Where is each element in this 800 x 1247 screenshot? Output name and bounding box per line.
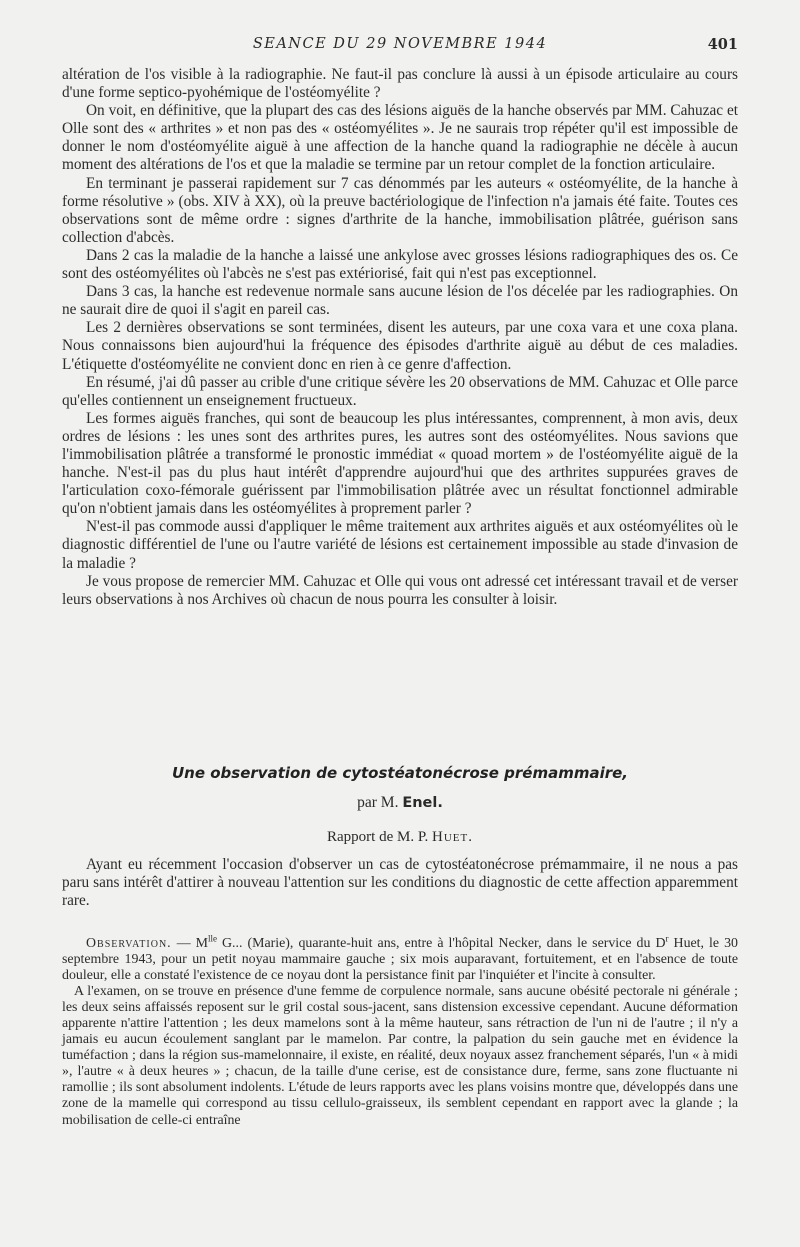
- superscript: r: [665, 933, 669, 944]
- paragraph: Les 2 dernières observations se sont terminées, disent les auteurs, par une coxa vara et une coxa plana. Nous connaissons bien aujourd'hui la fréquence des épisodes d'arthrite aiguë au début de ces maladies. L'étiquette d'ostéomyélite ne convient donc en rien à ce genre d'affection.: [62, 319, 738, 373]
- observation-section: [62, 933, 739, 1129]
- article-title: Une observation de cytostéatonécrose prémammaire,: [172, 764, 628, 782]
- observation-text: — M: [171, 936, 208, 951]
- observation-label: Observation.: [86, 936, 172, 951]
- paragraph: Ayant eu récemment l'occasion d'observer un cas de cytostéatonécrose prémammaire, il ne nous a pas paru sans intérêt d'attirer à nouveau l'attention sur les conditions du diagnostic de cette affection apparemment rare.: [62, 856, 738, 910]
- paragraph: En terminant je passerai rapidement sur 7 cas dénommés par les auteurs « ostéomyélite, de la hanche à forme résolutive » (obs. XIV à XX), où la preuve bactériologique de l'infection n'a jamais été faite. Toutes ces observations sont de même ordre : signes d'arthrite de la hanche, immobilisation plâtrée, guérison sans collection d'abcès.: [62, 174, 738, 246]
- author-name: Enel.: [402, 795, 443, 811]
- paragraph: N'est-il pas commode aussi d'appliquer le même traitement aux arthrites aiguës et aux ostéomyélites où le diagnostic différentiel de l'une ou l'autre variété de lésions est certainement impossible au stade d'invasion de la maladie ?: [62, 518, 738, 572]
- observation-paragraph: [62, 933, 739, 984]
- intro-text: [62, 856, 738, 910]
- paragraph: En résumé, j'ai dû passer au crible d'une critique sévère les 20 observations de MM. Cahuzac et Olle parce qu'elles contiennent un enseignement fructueux.: [62, 373, 738, 409]
- running-title: SEANCE DU 29 NOVEMBRE 1944: [252, 36, 548, 52]
- paragraph: Je vous propose de remercier MM. Cahuzac et Olle qui vous ont adressé cet intéressant travail et de verser leurs observations à nos Archives où chacun de nous pourra les consulter à loisir.: [62, 572, 738, 608]
- paragraph: Dans 2 cas la maladie de la hanche a laissé une ankylose avec grosses lésions radiographiques des os. Ce sont des ostéomyélites où l'abcès ne s'est pas extériorisé, fait qui n'est pas exceptionnel.: [62, 246, 738, 283]
- paragraph: On voit, en définitive, que la plupart des cas des lésions aiguës de la hanche observés par MM. Cahuzac et Olle sont des « arthrites » et non pas des « ostéomyélites ». Je ne saurais trop répéter qu'il est impossible de donner le nom d'ostéomyélite aiguë à une affection de la hanche quand la radiographie ne décèle à aucun moment des altérations de l'os et que la maladie se termine par un retour complet de la fonction articulaire.: [62, 102, 738, 174]
- page-number: 401: [707, 36, 738, 53]
- byline: [62, 794, 738, 812]
- paragraph: altération de l'os visible à la radiographie. Ne faut-il pas conclure là aussi à un épisode articulaire au cours d'une forme septico-pyohémique de l'ostéomyélite ?: [62, 66, 738, 102]
- continued-report-text: [62, 66, 738, 609]
- observation-paragraph: A l'examen, on se trouve en présence d'une femme de corpulence normale, sans aucune obésité pectorale ni générale ; les deux seins affaissés reposent sur le gril costal sous-jacent, sans distension excessive cependant. Aucune déformation apparente n'attire l'attention ; les deux mamelons sont à la même hauteur, sans rétraction de l'un ni de l'autre ; il n'y a jamais eu aucun écoulement sanglant par le mamelon. Par contre, la palpation du sein gauche met en évidence la tuméfaction ; dans la région sus-mamelonnaire, il existe, en réalité, deux noyaux assez franchement séparés, l'un « à midi », l'autre « à deux heures » ; chacun, de la taille d'une cerise, est de consistance dure, ferme, sans zone fluctuante ni ramollie ; ils sont absolument indolents. L'étude de leurs rapports avec les plans voisins montre que, développés dans une zone de la mamelle qui correspond au tissu cellulo-graisseux, ils semblent cependant en rapport avec la glande ; la mobilisation de celle-ci entraîne: [62, 984, 738, 1128]
- byline-prefix: par M.: [357, 794, 399, 811]
- observation-text: G... (Marie), quarante-huit ans, entre à l'hôpital Necker, dans le service du D: [216, 936, 666, 951]
- superscript: lle: [207, 933, 217, 944]
- reporter-name: Huet.: [432, 829, 473, 845]
- report-prefix: Rapport de M. P.: [327, 829, 429, 845]
- observation-text: Huet, le 30 septembre 1943, pour un petit noyau mammaire gauche ; six mois auparavant, fortuitement, et en l'absence de toute douleur, elle a constaté l'existence de ce noyau dont la persistance finit par l'inquiéter et l'incite à consulter.: [62, 936, 739, 984]
- paragraph: Les formes aiguës franches, qui sont de beaucoup les plus intéressantes, comprennent, à mon avis, deux ordres de lésions : les unes sont des arthrites pures, les autres sont des ostéomyélites. Nous savions que l'immobilisation plâtrée a transformé le pronostic immédiat « quoad mortem » de l'ostéomyélite aiguë de la hanche. N'est-il pas du plus haut intérêt d'apprendre aujourd'hui que des arthrites suppurées graves de l'articulation coxo-fémorale guérissent par l'immobilisation plâtrée avec un résultat fonctionnel admirable qu'on n'obtient jamais dans les ostéomyélites à proprement parler ?: [62, 409, 738, 518]
- paragraph: Dans 3 cas, la hanche est redevenue normale sans aucune lésion de l'os décelée par les radiographies. On ne saurait dire de quoi il s'agit en pareil cas.: [62, 283, 738, 319]
- report-line: [62, 829, 738, 846]
- running-header: [62, 36, 738, 58]
